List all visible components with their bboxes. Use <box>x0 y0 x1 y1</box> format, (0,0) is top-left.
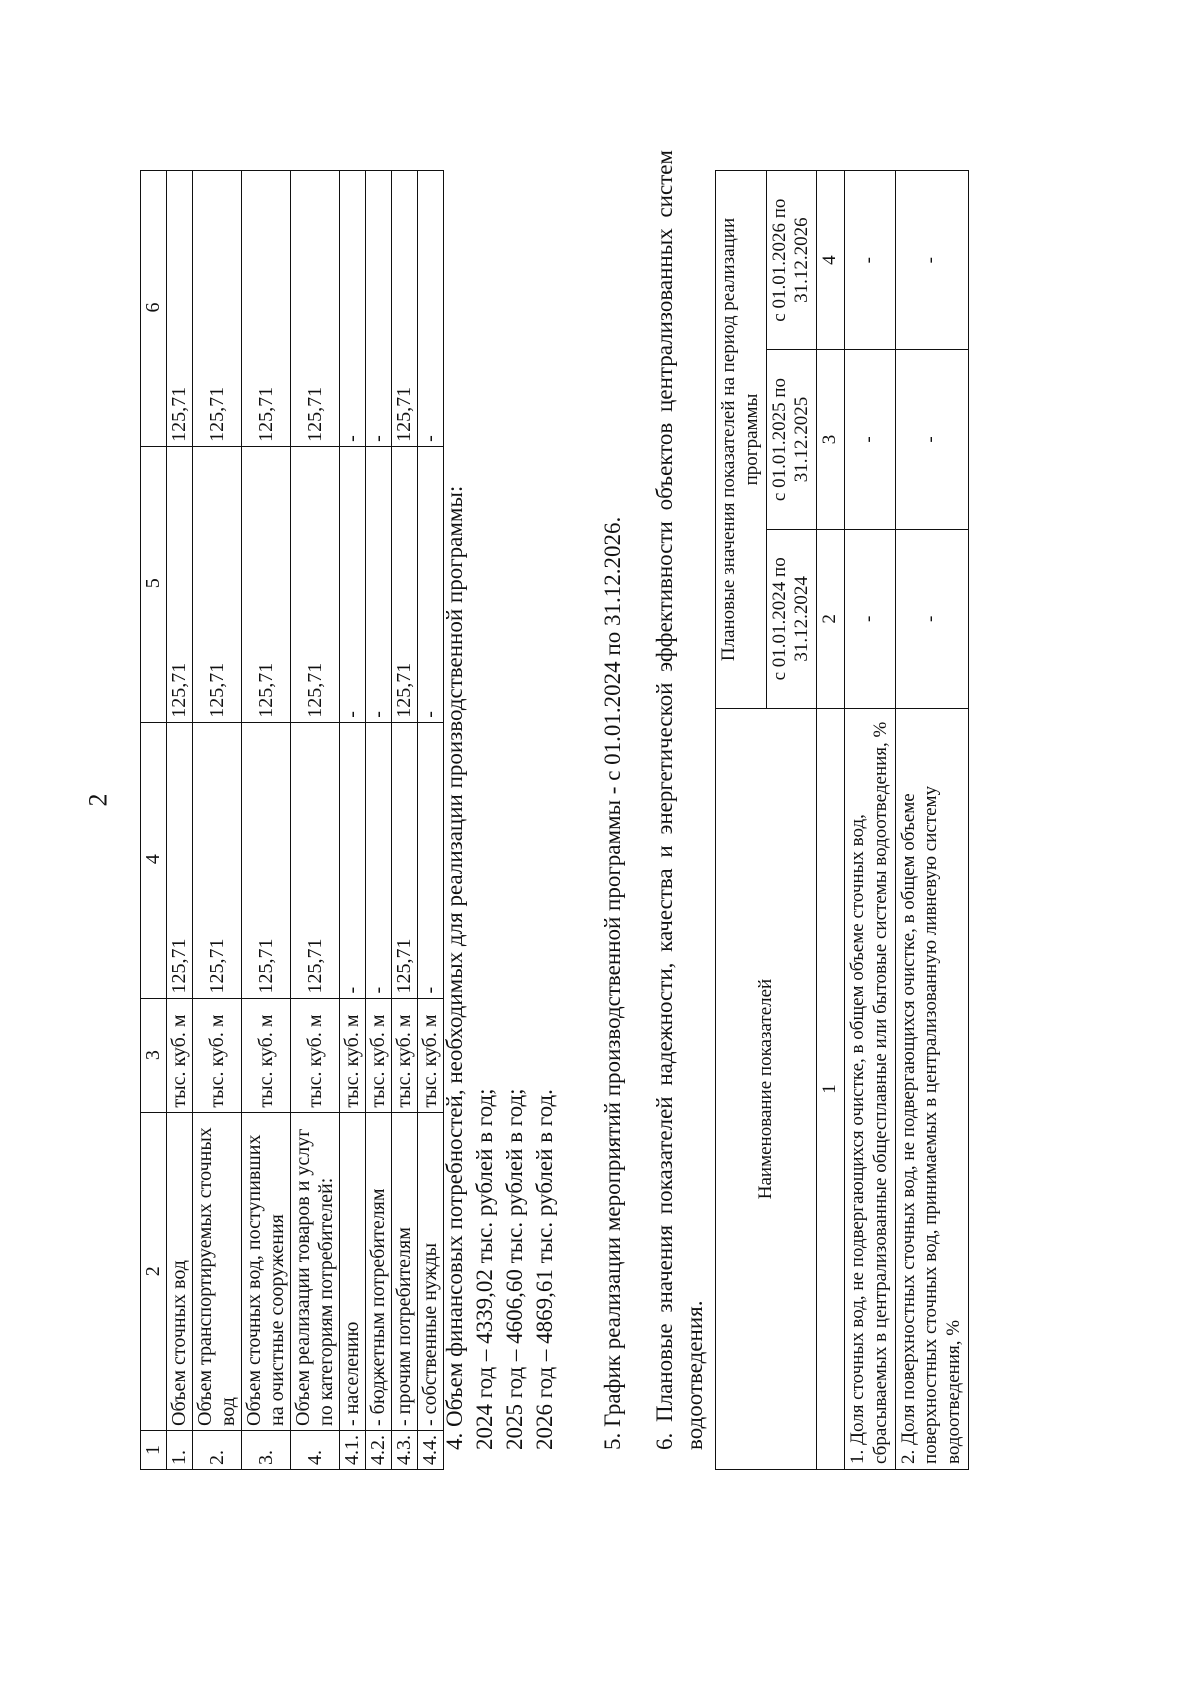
column-number: 3 <box>817 350 845 529</box>
column-number: 1 <box>817 709 845 1470</box>
table-row <box>193 171 242 1470</box>
table-header-row <box>141 171 167 1470</box>
row-value: 125,71 <box>242 171 291 447</box>
table-row <box>895 171 968 1470</box>
table-row <box>340 171 366 1470</box>
row-number: 4.2. <box>366 1431 392 1470</box>
row-unit: тыс. куб. м <box>418 998 444 1112</box>
header-cell: 1 <box>141 1431 167 1470</box>
row-value: - <box>366 171 392 447</box>
row-value: 125,71 <box>193 446 242 722</box>
row-name: Объем транспортируемых сточных вод <box>193 1112 242 1430</box>
indicator-value: - <box>844 350 895 529</box>
indicator-name: 1. Доля сточных вод, не подвергающихся очистке, в общем объеме сточных вод, сбрасываемых в централизованные общесплавные или бытовые системы водоотведения, % <box>844 709 895 1470</box>
table-row <box>366 171 392 1470</box>
period-cell: с 01.01.2025 по 31.12.2025 <box>766 350 817 529</box>
row-value: 125,71 <box>167 446 193 722</box>
row-value: - <box>340 171 366 447</box>
row-unit: тыс. куб. м <box>167 998 193 1112</box>
period-cell: с 01.01.2026 по 31.12.2026 <box>766 171 817 350</box>
row-value: 125,71 <box>167 171 193 447</box>
name-header: Наименование показателей <box>716 709 817 1470</box>
row-value: - <box>418 446 444 722</box>
period-header: Плановые значения показателей на период реализации программы <box>716 171 767 709</box>
table-header-row <box>716 171 767 1470</box>
header-cell: 3 <box>141 998 167 1112</box>
row-unit: тыс. куб. м <box>193 998 242 1112</box>
row-value: 125,71 <box>392 446 418 722</box>
section-6-heading: 6. Плановые значения показателей надежности, качества и энергетической эффективности объектов централизованных систем водоотведения. <box>652 150 707 1450</box>
row-value: 125,71 <box>242 446 291 722</box>
row-value: 125,71 <box>392 171 418 447</box>
row-name: - населению <box>340 1112 366 1430</box>
row-value: 125,71 <box>392 722 418 998</box>
table-row <box>844 171 895 1470</box>
indicator-value: - <box>895 529 968 708</box>
row-name: - бюджетным потребителям <box>366 1112 392 1430</box>
row-number: 4.1. <box>340 1431 366 1470</box>
row-value: 125,71 <box>242 722 291 998</box>
row-name: - прочим потребителям <box>392 1112 418 1430</box>
row-value: - <box>418 171 444 447</box>
row-value: - <box>366 722 392 998</box>
row-number: 2. <box>193 1431 242 1470</box>
row-number: 1. <box>167 1431 193 1470</box>
row-unit: тыс. куб. м <box>291 998 340 1112</box>
indicator-name: 2. Доля поверхностных сточных вод, не подвергающихся очистке, в общем объеме поверхностных сточных вод, принимаемых в централизованную ливневую систему водоотведения, % <box>895 709 968 1470</box>
row-value: 125,71 <box>193 171 242 447</box>
row-value: - <box>418 722 444 998</box>
row-value: - <box>340 722 366 998</box>
header-cell: 2 <box>141 1112 167 1430</box>
row-value: 125,71 <box>291 446 340 722</box>
section-4-financial-needs <box>440 486 560 1450</box>
row-value: - <box>340 446 366 722</box>
row-number: 4.3. <box>392 1431 418 1470</box>
row-name: Объем сточных вод, поступивших на очистные сооружения <box>242 1112 291 1430</box>
indicators-table <box>715 170 969 1470</box>
header-cell: 4 <box>141 722 167 998</box>
rotated-page-content <box>140 90 965 1470</box>
column-number: 2 <box>817 529 845 708</box>
header-cell: 6 <box>141 171 167 447</box>
row-value: 125,71 <box>291 171 340 447</box>
column-number-row <box>817 171 845 1470</box>
table-row <box>392 171 418 1470</box>
row-unit: тыс. куб. м <box>242 998 291 1112</box>
row-number: 3. <box>242 1431 291 1470</box>
section-4-heading: 4. Объем финансовых потребностей, необходимых для реализации производственной программы: <box>442 485 467 1450</box>
row-unit: тыс. куб. м <box>392 998 418 1112</box>
indicator-value: - <box>895 171 968 350</box>
section-4-line: 2026 год – 4869,61 тыс. рублей в год. <box>532 1089 557 1450</box>
section-4-line: 2025 год – 4606,60 тыс. рублей в год; <box>502 1088 527 1450</box>
header-cell: 5 <box>141 446 167 722</box>
row-value: 125,71 <box>291 722 340 998</box>
row-name: Объем реализации товаров и услуг по категориям потребителей: <box>291 1112 340 1430</box>
row-name: Объем сточных вод <box>167 1112 193 1430</box>
indicator-value: - <box>895 350 968 529</box>
row-unit: тыс. куб. м <box>340 998 366 1112</box>
row-value: 125,71 <box>167 722 193 998</box>
row-number: 4. <box>291 1431 340 1470</box>
row-number: 4.4. <box>418 1431 444 1470</box>
volumes-table <box>140 170 444 1470</box>
row-value: 125,71 <box>193 722 242 998</box>
row-value: - <box>366 446 392 722</box>
indicator-value: - <box>844 529 895 708</box>
indicator-value: - <box>844 171 895 350</box>
row-unit: тыс. куб. м <box>366 998 392 1112</box>
section-5-schedule: 5. График реализации мероприятий производственной программы - с 01.01.2024 по 31.12.2026. <box>600 516 625 1450</box>
period-cell: с 01.01.2024 по 31.12.2024 <box>766 529 817 708</box>
table-row <box>242 171 291 1470</box>
section-4-line: 2024 год – 4339,02 тыс. рублей в год; <box>472 1088 497 1450</box>
table-row <box>291 171 340 1470</box>
row-name: - собственные нужды <box>418 1112 444 1430</box>
table-row <box>167 171 193 1470</box>
column-number: 4 <box>817 171 845 350</box>
page-number: 2 <box>83 793 113 807</box>
